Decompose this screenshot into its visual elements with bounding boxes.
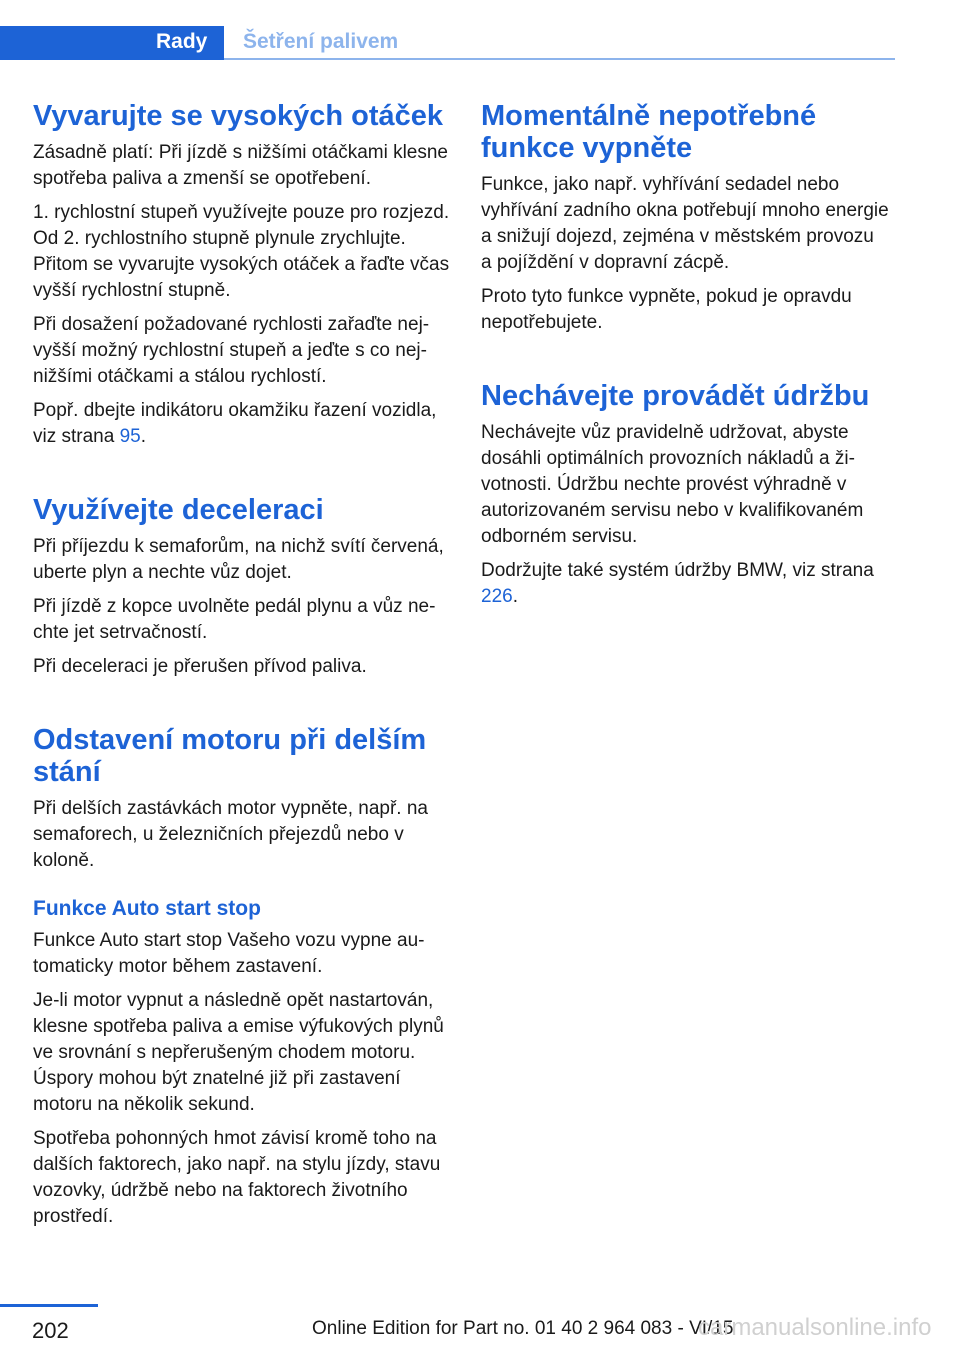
- footer-rule: [0, 1304, 98, 1307]
- paragraph-end: .: [512, 586, 518, 607]
- heading-deceleration: Využívejte deceleraci: [33, 494, 324, 526]
- page-link-95[interactable]: 95: [119, 426, 141, 447]
- heading-switch-off-functions: Momentálně nepotřebné funkce vypněte: [481, 100, 817, 164]
- header-section-label: Rady: [156, 30, 208, 53]
- watermark: carmanualsonline.info: [698, 1314, 932, 1341]
- paragraph-end: .: [140, 426, 147, 447]
- right-column: [481, 100, 889, 610]
- paragraph: Funkce Auto start stop Vašeho vozu vypne automaticky motor během zastavení.: [33, 930, 425, 977]
- paragraph: Při dosažení požadované rychlosti zařaďte nejvyšší možný rychlostní stupeň a jeďte s co nejnižšími otáčkami a stálou rychlostí.: [33, 314, 430, 387]
- paragraph: Funkce, jako např. vyhřívání sedadel nebo vyhřívání zadního okna potřebují mnoho energie a snižují dojezd, zejména v městském provozu a pojíždění v dopravní zácpě.: [481, 174, 889, 273]
- header-subsection-label: Šetření palivem: [243, 30, 399, 53]
- paragraph: Při deceleraci je přerušen přívod paliva.: [33, 656, 367, 677]
- page-link-226[interactable]: 226: [481, 586, 513, 607]
- paragraph: [33, 398, 451, 450]
- paragraph: Je-li motor vypnut a následně opět nastartován, klesne spotřeba paliva a emise výfukových plynů ve srovnání s nepřerušeným chodem motoru. Úspory mohou být znatelné již při zastavení motoru na několik sekund.: [33, 990, 444, 1115]
- subheading-auto-start-stop: Funkce Auto start stop: [33, 897, 261, 920]
- paragraph: Zásadně platí: Při jízdě s nižšími otáčkami klesne spotřeba paliva a zmenší se opotřebení.: [33, 142, 449, 189]
- paragraph: 1. rychlostní stupeň využívejte pouze pro rozjezd. Od 2. rychlostního stupně plynule zrychlujte. Přitom se vyvarujte vysokých otáček a řaďte včas vyšší rychlostní stupně.: [33, 202, 450, 301]
- heading-engine-off: Odstavení motoru při delším stání: [33, 724, 427, 788]
- paragraph: Proto tyto funkce vypněte, pokud je opravdu nepotřebujete.: [481, 286, 852, 333]
- paragraph: Spotřeba pohonných hmot závisí kromě toho na dalších faktorech, jako např. na stylu jízdy, stavu vozovky, údržbě nebo na faktorech životního prostředí.: [33, 1128, 441, 1227]
- heading-avoid-high-rpm: Vyvarujte se vysokých otáček: [33, 100, 444, 132]
- paragraph: Při delších zastávkách motor vypněte, např. na semaforech, u železničních přejezdů nebo v koloně.: [33, 798, 428, 871]
- paragraph: [481, 558, 889, 610]
- paragraph-text: Popř. dbejte indikátoru okamžiku řazení vozidla, viz strana: [33, 400, 437, 447]
- page-header: [0, 26, 895, 62]
- paragraph: Při jízdě z kopce uvolněte pedál plynu a vůz nechte jet setrvačností.: [33, 596, 436, 643]
- paragraph-text: Dodržujte také systém údržby BMW, viz strana: [481, 560, 874, 581]
- paragraph: Nechávejte vůz pravidelně udržovat, abyste dosáhli optimálních provozních nákladů a životnosti. Údržbu nechte provést výhradně v autorizovaném servisu nebo v kvalifikovaném odborném servisu.: [481, 422, 864, 547]
- left-column: [33, 100, 451, 1230]
- paragraph: Při příjezdu k semaforům, na nichž svítí červená, uberte plyn a nechte vůz dojet.: [33, 536, 444, 583]
- heading-maintenance: Nechávejte provádět údržbu: [481, 380, 870, 412]
- header-rule: [224, 58, 895, 60]
- page-number: 202: [32, 1318, 69, 1343]
- edition-note: Online Edition for Part no. 01 40 2 964 083 - VI/15: [312, 1318, 734, 1339]
